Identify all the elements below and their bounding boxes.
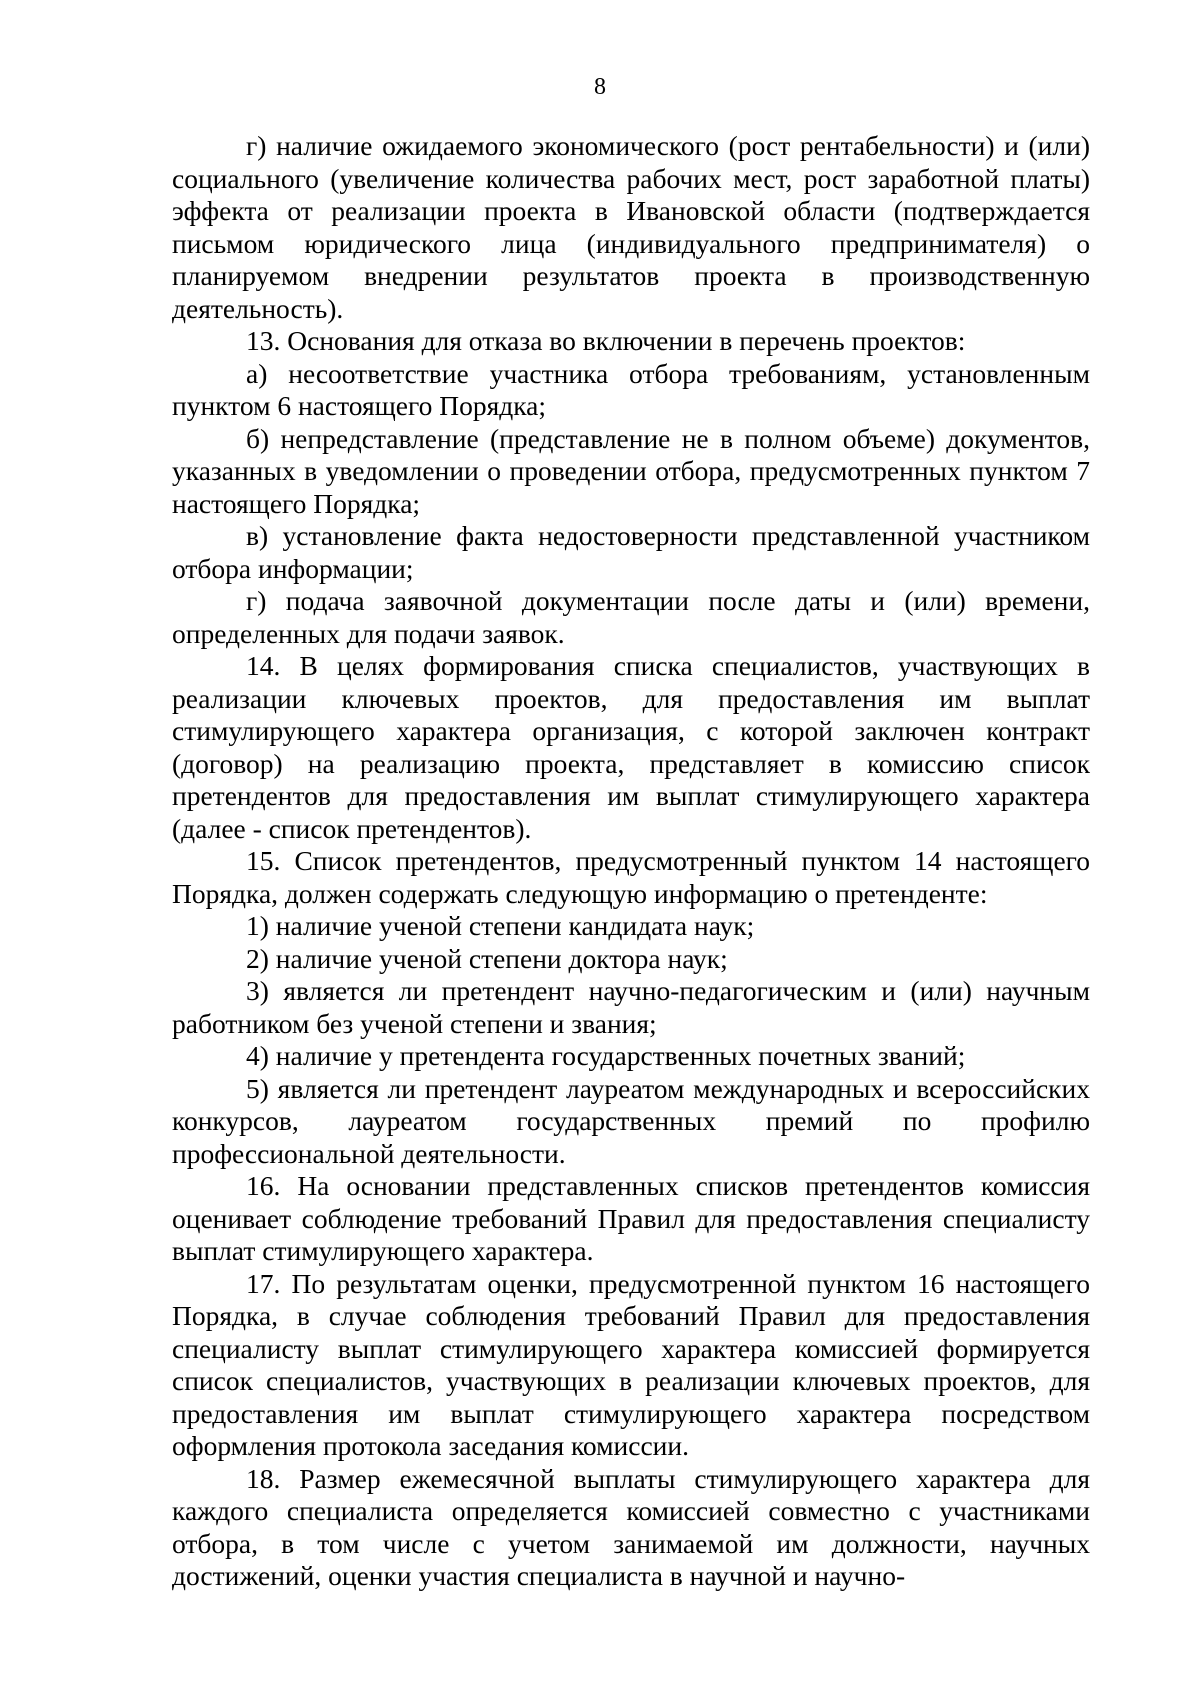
paragraph-13v: в) установление факта недостоверности представленной участником отбора информации; (172, 520, 1090, 584)
paragraph-17: 17. По результатам оценки, предусмотренной пунктом 16 настоящего Порядка, в случае соблюдения требований Правил для предоставления специалисту выплат стимулирующего характера комиссией формируется список специалистов, участвующих в реализации ключевых проектов, для предоставления им выплат стимулирующего характера посредством оформления протокола заседания комиссии. (172, 1267, 1090, 1461)
paragraph-13b: б) непредставление (представление не в полном объеме) документов, указанных в уведомлении о проведении отбора, предусмотренных пунктом 7 настоящего Порядка; (172, 422, 1090, 519)
paragraph-13g: г) подача заявочной документации после даты и (или) времени, определенных для подачи заявок. (172, 585, 1090, 649)
paragraph-15-item-3: 3) является ли претендент научно-педагогическим и (или) научным работником без ученой степени и звания; (172, 975, 1090, 1039)
paragraph-g-economic-effect: г) наличие ожидаемого экономического (рост рентабельности) и (или) социального (увеличение количества рабочих мест, рост заработной платы) эффекта от реализации проекта в Ивановской области (подтверждается письмом юридического лица (индивидуального предпринимателя) о планируемом внедрении результатов проекта в производственную деятельность). (172, 130, 1090, 324)
paragraph-15: 15. Список претендентов, предусмотренный пунктом 14 настоящего Порядка, должен содержать следующую информацию о претенденте: (172, 845, 1090, 909)
paragraph-13-refusal-grounds: 13. Основания для отказа во включении в перечень проектов: (246, 325, 966, 356)
paragraph-15-item-1: 1) наличие ученой степени кандидата наук; (246, 910, 755, 941)
paragraph-18: 18. Размер ежемесячной выплаты стимулирующего характера для каждого специалиста определяется комиссией совместно с участниками отбора, в том числе с учетом занимаемой им должности, научных достижений, оценки участия специалиста в научной и научно- (172, 1462, 1090, 1591)
paragraph-13a: а) несоответствие участника отбора требованиям, установленным пунктом 6 настоящего Порядка; (172, 357, 1090, 421)
paragraph-15-item-4: 4) наличие у претендента государственных почетных званий; (246, 1040, 966, 1071)
paragraph-15-item-2: 2) наличие ученой степени доктора наук; (246, 942, 728, 974)
paragraph-16: 16. На основании представленных списков претендентов комиссия оценивает соблюдение требований Правил для предоставления специалисту выплат стимулирующего характера. (172, 1170, 1090, 1266)
paragraph-15-item-5: 5) является ли претендент лауреатом международных и всероссийских конкурсов, лауреатом государственных премий по профилю профессиональной деятельности. (172, 1072, 1090, 1169)
page-number: 8 (594, 74, 606, 100)
paragraph-14: 14. В целях формирования списка специалистов, участвующих в реализации ключевых проектов, для предоставления им выплат стимулирующего характера организация, с которой заключен контракт (договор) на реализацию проекта, представляет в комиссию список претендентов для предоставления им выплат стимулирующего характера (далее - список претендентов). (172, 650, 1090, 844)
document-body (172, 130, 1090, 1593)
